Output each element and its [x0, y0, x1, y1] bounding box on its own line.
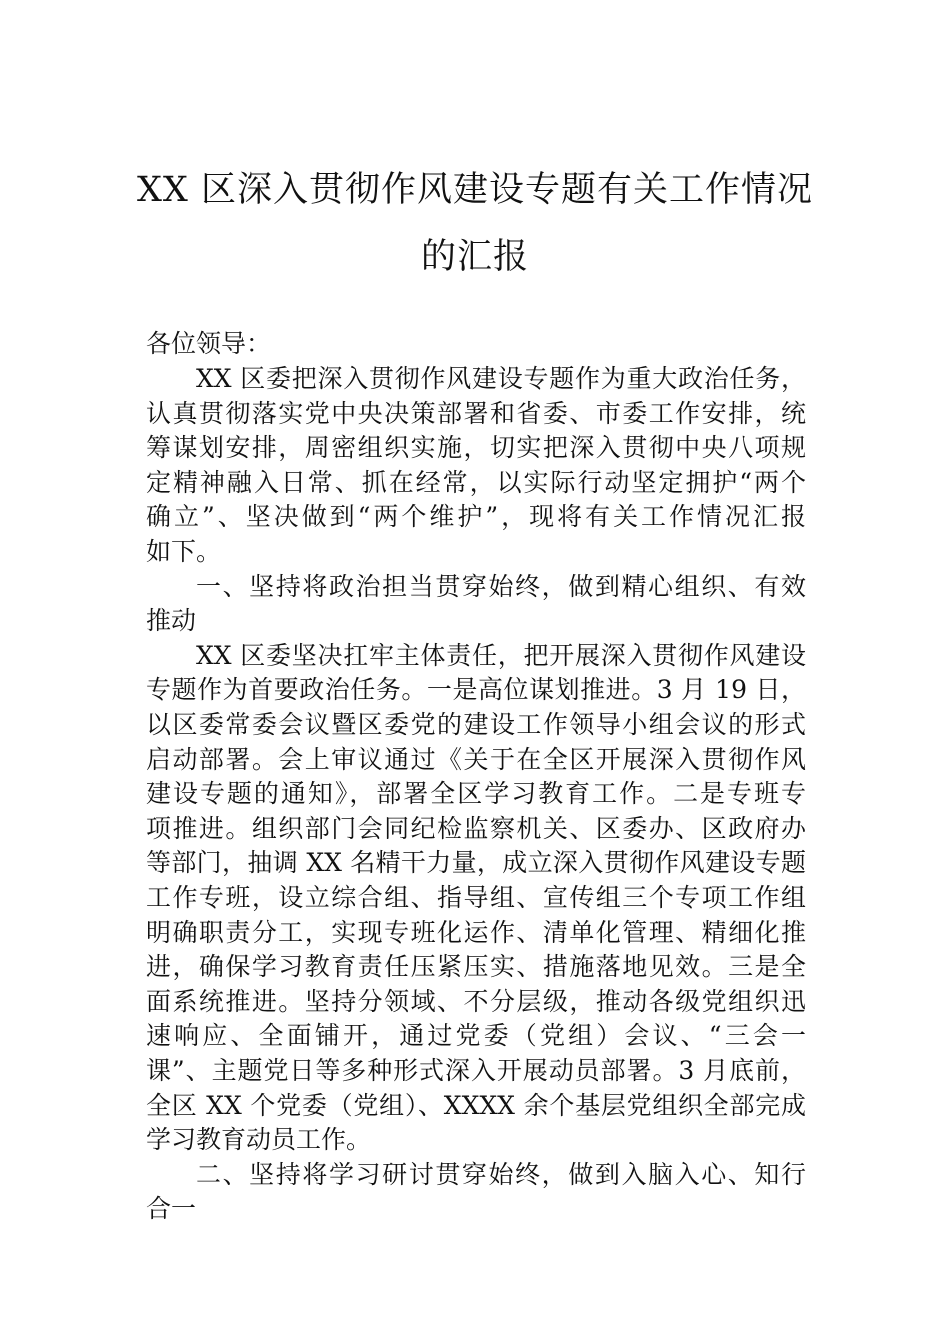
paragraph-line: 工作专班，设立综合组、指导组、宣传组三个专项工作组 — [146, 883, 806, 912]
section-heading-line: 一、坚持将政治担当贯穿始终，做到精心组织、有效 — [196, 572, 806, 601]
paragraph-line: 建设专题的通知》，部署全区学习教育工作。二是专班专 — [146, 779, 806, 808]
paragraph-line: 以区委常委会议暨区委党的建设工作领导小组会议的形式 — [146, 710, 806, 739]
document-title-line-2: 的汇报 — [420, 237, 529, 277]
section-heading-line: 推动 — [146, 606, 197, 635]
paragraph-line: 等部门，抽调 XX 名精干力量，成立深入贯彻作风建设专题 — [146, 848, 806, 877]
paragraph-line: XX 区委坚决扛牢主体责任，把开展深入贯彻作风建设 — [196, 641, 806, 670]
paragraph-line: 专题作为首要政治任务。一是高位谋划推进。3 月 19 日， — [146, 675, 806, 704]
paragraph-line: 如下。 — [146, 537, 222, 566]
paragraph-line: 全区 XX 个党委（党组）、XXXX 余个基层党组织全部完成 — [146, 1091, 806, 1120]
document-title-line-1: XX 区深入贯彻作风建设专题有关工作情况 — [137, 170, 813, 210]
section-heading-line: 二、坚持将学习研讨贯穿始终，做到入脑入心、知行 — [196, 1160, 806, 1189]
paragraph-line: 确立”、坚决做到“两个维护”，现将有关工作情况汇报 — [146, 502, 806, 531]
paragraph-line: 筹谋划安排，周密组织实施，切实把深入贯彻中央八项规 — [146, 433, 806, 462]
paragraph-line: 进，确保学习教育责任压紧压实、措施落地见效。三是全 — [146, 952, 806, 981]
salutation: 各位领导： — [146, 329, 272, 358]
paragraph-line: 面系统推进。坚持分领域、不分层级，推动各级党组织迅 — [146, 987, 806, 1016]
paragraph-line: 项推进。组织部门会同纪检监察机关、区委办、区政府办 — [146, 814, 806, 843]
paragraph-line: 启动部署。会上审议通过《关于在全区开展深入贯彻作风 — [146, 745, 806, 774]
paragraph-line: 课”、主题党日等多种形式深入开展动员部署。3 月底前， — [146, 1056, 806, 1085]
paragraph-line: XX 区委把深入贯彻作风建设专题作为重大政治任务， — [196, 364, 806, 393]
section-heading-line: 合一 — [146, 1194, 197, 1223]
paragraph-line: 速响应、全面铺开，通过党委（党组）会议、“三会一 — [146, 1021, 806, 1050]
paragraph-line: 明确职责分工，实现专班化运作、清单化管理、精细化推 — [146, 918, 806, 947]
paragraph-line: 认真贯彻落实党中央决策部署和省委、市委工作安排，统 — [146, 399, 806, 428]
paragraph-line: 定精神融入日常、抓在经常，以实际行动坚定拥护“两个 — [146, 468, 806, 497]
paragraph-line: 学习教育动员工作。 — [146, 1125, 372, 1154]
